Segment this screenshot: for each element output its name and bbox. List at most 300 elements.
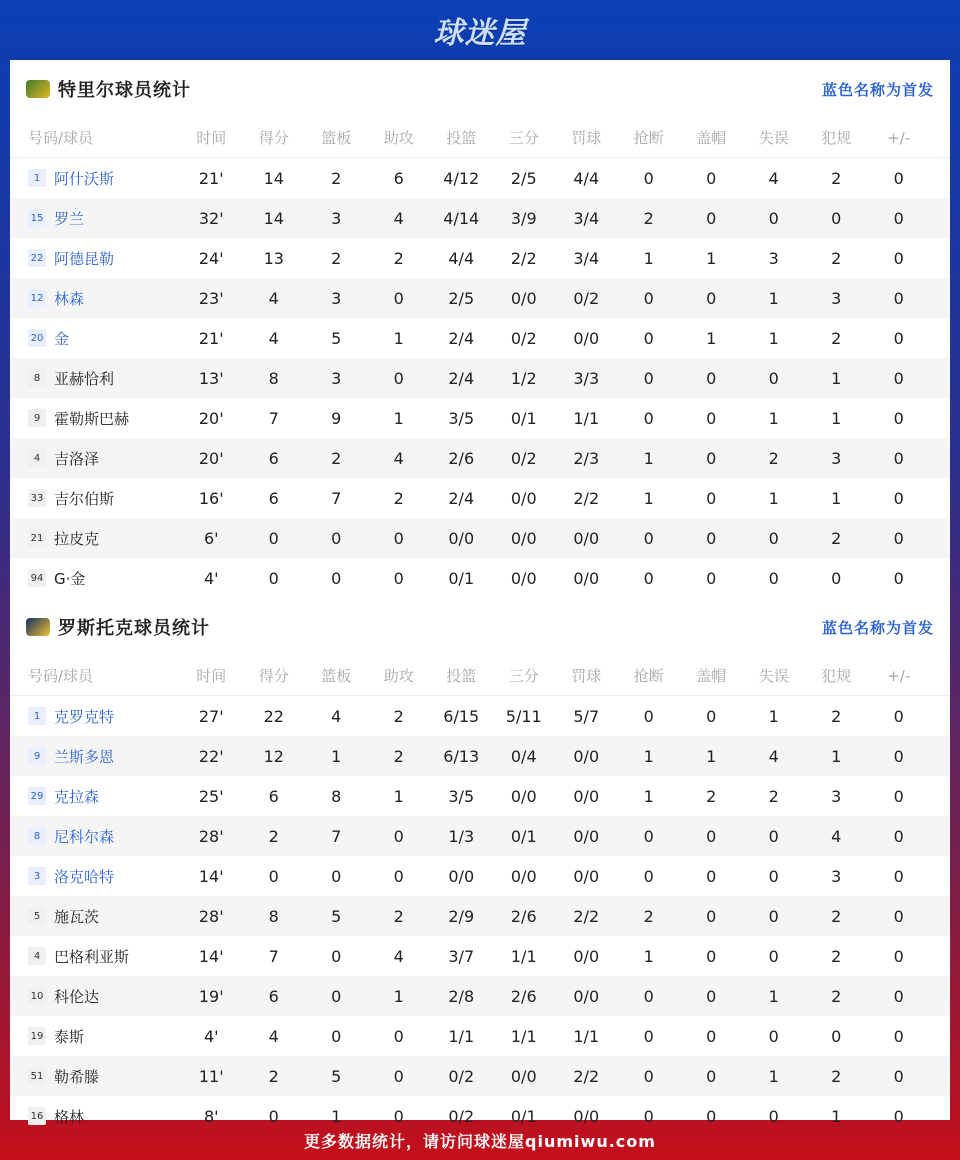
- stat-cell: 0/1: [510, 1106, 537, 1126]
- section-header: [10, 598, 950, 656]
- stat-cell: 0: [643, 568, 654, 588]
- table-row: [10, 696, 950, 736]
- stat-cell: 0: [706, 1026, 717, 1046]
- stat-cell: 0: [706, 866, 717, 886]
- stat-cell: 2: [831, 528, 842, 548]
- stat-cell: 3: [331, 288, 342, 308]
- column-header: 投篮: [446, 129, 477, 147]
- stat-cell: 0: [706, 368, 717, 388]
- stat-cell: 2: [768, 448, 779, 468]
- stat-cell: 1: [706, 746, 717, 766]
- stat-cell: 0/0: [510, 1066, 537, 1086]
- stat-cell: 1: [768, 1066, 779, 1086]
- stat-cell: 2/5: [448, 288, 475, 308]
- stat-cell: 0: [831, 208, 842, 228]
- stat-cell: 0: [706, 448, 717, 468]
- player-name[interactable]: 吉尔伯斯: [54, 489, 115, 508]
- stat-cell: 0: [893, 208, 904, 228]
- stat-cell: 0: [706, 568, 717, 588]
- stat-cell: 1: [831, 408, 842, 428]
- player-rows: [10, 158, 950, 598]
- stat-cell: 0: [268, 568, 279, 588]
- stat-cell: 4: [393, 208, 404, 228]
- stat-cell: 0: [768, 826, 779, 846]
- stat-cell: 2/9: [448, 906, 475, 926]
- stat-cell: 5: [331, 328, 342, 348]
- stat-cell: 4: [331, 706, 342, 726]
- stat-cell: 3/9: [510, 208, 537, 228]
- stat-cell: 0: [893, 288, 904, 308]
- stat-cell: 0/0: [573, 328, 600, 348]
- column-header: 犯规: [821, 667, 852, 685]
- stat-cell: 2: [393, 248, 404, 268]
- stat-cell: 5/7: [573, 706, 600, 726]
- stat-cell: 1: [706, 248, 717, 268]
- stat-cell: 0: [893, 946, 904, 966]
- team-title: 罗斯托克球员统计: [58, 618, 210, 639]
- stat-cell: 5/11: [505, 706, 542, 726]
- stat-cell: 0: [393, 1106, 404, 1126]
- stat-cell: 0: [393, 1026, 404, 1046]
- stat-cell: 3: [831, 866, 842, 886]
- stat-cell: 9: [331, 408, 342, 428]
- column-header: 助攻: [383, 129, 414, 147]
- stat-cell: 0: [893, 906, 904, 926]
- table-row: [10, 776, 950, 816]
- stat-cell: 0: [393, 368, 404, 388]
- stat-cell: 0: [706, 1106, 717, 1126]
- stat-cell: 0: [893, 746, 904, 766]
- stat-cell: 0: [768, 1026, 779, 1046]
- jersey-number: 8: [28, 827, 46, 845]
- footer-banner[interactable]: [0, 1120, 960, 1160]
- player-name[interactable]: 科伦达: [54, 987, 100, 1006]
- player-cell: [10, 488, 180, 509]
- column-header: 号码/球员: [28, 667, 94, 685]
- stat-cell: 2: [393, 706, 404, 726]
- table-row: [10, 896, 950, 936]
- stat-cell: 1: [393, 986, 404, 1006]
- stat-cell: 4': [203, 568, 219, 588]
- stat-cell: 2/4: [448, 488, 475, 508]
- stat-cell: 0/2: [573, 288, 600, 308]
- stat-cell: 2: [331, 168, 342, 188]
- stat-cell: 1: [768, 986, 779, 1006]
- stat-cell: 0: [831, 568, 842, 588]
- stat-cell: 7: [331, 488, 342, 508]
- stat-cell: 4: [268, 288, 279, 308]
- stat-cell: 2/2: [573, 1066, 600, 1086]
- player-cell: [10, 1066, 180, 1087]
- stat-cell: 0/0: [573, 986, 600, 1006]
- jersey-number: 8: [28, 369, 46, 387]
- stat-cell: 0: [331, 946, 342, 966]
- player-name[interactable]: 罗兰: [54, 209, 85, 228]
- stat-cell: 3/5: [448, 786, 475, 806]
- stat-cell: 20': [198, 448, 224, 468]
- stat-cell: 6: [268, 986, 279, 1006]
- stat-cell: 3: [831, 786, 842, 806]
- stat-cell: 0: [706, 906, 717, 926]
- stat-cell: 0: [893, 168, 904, 188]
- stat-cell: 0: [643, 986, 654, 1006]
- stat-cell: 0: [893, 826, 904, 846]
- player-name[interactable]: 霍勒斯巴赫: [54, 409, 130, 428]
- player-cell: [10, 906, 180, 927]
- stat-cell: 0: [393, 568, 404, 588]
- stat-cell: 0: [706, 288, 717, 308]
- stat-cell: 0: [393, 866, 404, 886]
- stat-cell: 0: [893, 1066, 904, 1086]
- stat-cell: 21': [198, 328, 224, 348]
- player-cell: [10, 448, 180, 469]
- jersey-number: 4: [28, 449, 46, 467]
- table-header: [10, 118, 950, 158]
- stat-cell: 19': [198, 986, 224, 1006]
- column-header: 犯规: [821, 129, 852, 147]
- stat-cell: 2: [268, 1066, 279, 1086]
- stat-cell: 2: [831, 1066, 842, 1086]
- jersey-number: 5: [28, 907, 46, 925]
- stat-cell: 0: [268, 1106, 279, 1126]
- column-header: 三分: [508, 129, 539, 147]
- table-row: [10, 976, 950, 1016]
- table-row: [10, 198, 950, 238]
- stat-cell: 0: [331, 1026, 342, 1046]
- stat-cell: 22: [263, 706, 284, 726]
- stat-cell: 4: [393, 946, 404, 966]
- stat-cell: 2: [268, 826, 279, 846]
- jersey-number: 29: [28, 787, 46, 805]
- stat-cell: 5: [331, 1066, 342, 1086]
- stat-cell: 1/1: [510, 946, 537, 966]
- stats-panel: [10, 60, 950, 1126]
- player-cell: [10, 248, 180, 269]
- jersey-number: 21: [28, 529, 46, 547]
- stat-cell: 2/2: [510, 248, 537, 268]
- stat-cell: 6: [268, 448, 279, 468]
- stat-cell: 2: [393, 746, 404, 766]
- stat-cell: 0/1: [510, 826, 537, 846]
- stat-cell: 25': [198, 786, 224, 806]
- section-header: [10, 60, 950, 118]
- stat-cell: 6: [268, 786, 279, 806]
- stat-cell: 8: [268, 368, 279, 388]
- stat-cell: 0: [643, 368, 654, 388]
- stat-cell: 0: [768, 946, 779, 966]
- stat-cell: 0: [893, 786, 904, 806]
- stat-cell: 0: [768, 568, 779, 588]
- stat-cell: 2/2: [573, 906, 600, 926]
- stat-cell: 3/4: [573, 208, 600, 228]
- stat-cell: 12: [263, 746, 284, 766]
- stat-cell: 0/0: [448, 528, 475, 548]
- stat-cell: 1: [393, 786, 404, 806]
- player-name[interactable]: 金: [54, 329, 70, 348]
- player-name[interactable]: 巴格利亚斯: [54, 947, 130, 966]
- stat-cell: 0: [643, 826, 654, 846]
- stat-cell: 4/4: [573, 168, 600, 188]
- stat-cell: 2: [831, 168, 842, 188]
- stat-cell: 0: [643, 1026, 654, 1046]
- stat-cell: 4/4: [448, 248, 475, 268]
- column-header: 号码/球员: [28, 129, 94, 147]
- stat-cell: 1: [831, 488, 842, 508]
- jersey-number: 1: [28, 169, 46, 187]
- stat-cell: 2/2: [573, 488, 600, 508]
- stat-cell: 0/2: [510, 328, 537, 348]
- stat-cell: 1/1: [573, 1026, 600, 1046]
- team-section-1: [10, 60, 950, 598]
- stat-cell: 0: [893, 488, 904, 508]
- player-name[interactable]: 尼科尔森: [54, 827, 115, 846]
- stat-cell: 20': [198, 408, 224, 428]
- stat-cell: 2: [331, 448, 342, 468]
- stat-cell: 1: [643, 448, 654, 468]
- stat-cell: 13: [263, 248, 284, 268]
- stat-cell: 0: [643, 288, 654, 308]
- stat-cell: 2/8: [448, 986, 475, 1006]
- stat-cell: 2: [643, 906, 654, 926]
- player-cell: [10, 528, 180, 549]
- stat-cell: 1/3: [448, 826, 475, 846]
- stat-cell: 0: [643, 706, 654, 726]
- stat-cell: 2/4: [448, 368, 475, 388]
- stat-cell: 5: [331, 906, 342, 926]
- stat-cell: 8: [268, 906, 279, 926]
- column-header: 三分: [508, 667, 539, 685]
- table-row: [10, 736, 950, 776]
- table-row: [10, 558, 950, 598]
- stat-cell: 4: [268, 328, 279, 348]
- stat-cell: 6/13: [443, 746, 480, 766]
- player-cell: [10, 1026, 180, 1047]
- stat-cell: 0/0: [573, 1106, 600, 1126]
- table-row: [10, 936, 950, 976]
- stat-cell: 23': [198, 288, 224, 308]
- column-header: 助攻: [383, 667, 414, 685]
- stat-cell: 0: [706, 1066, 717, 1086]
- stat-cell: 2: [831, 248, 842, 268]
- stat-cell: 0/0: [573, 946, 600, 966]
- stat-cell: 0: [706, 408, 717, 428]
- stat-cell: 0: [706, 946, 717, 966]
- stat-cell: 1: [643, 488, 654, 508]
- stat-cell: 1: [768, 288, 779, 308]
- stat-cell: 0: [331, 866, 342, 886]
- player-cell: [10, 986, 180, 1007]
- stat-cell: 0/2: [448, 1106, 475, 1126]
- stat-cell: 0/0: [573, 786, 600, 806]
- column-header: 盖帽: [696, 129, 727, 147]
- stat-cell: 2: [831, 906, 842, 926]
- stat-cell: 16': [198, 488, 224, 508]
- player-cell: [10, 826, 180, 847]
- player-cell: [10, 368, 180, 389]
- table-row: [10, 1016, 950, 1056]
- stat-cell: 1: [768, 706, 779, 726]
- stat-cell: 2/6: [510, 906, 537, 926]
- stat-cell: 6: [393, 168, 404, 188]
- team-section-2: [10, 598, 950, 1136]
- stat-cell: 2/3: [573, 448, 600, 468]
- stat-cell: 0: [893, 706, 904, 726]
- stat-cell: 6: [268, 488, 279, 508]
- stat-cell: 0: [893, 368, 904, 388]
- player-cell: [10, 328, 180, 349]
- starter-note: 蓝色名称为首发: [821, 80, 934, 99]
- stat-cell: 7: [268, 946, 279, 966]
- stat-cell: 2/6: [510, 986, 537, 1006]
- player-name[interactable]: 拉皮克: [54, 529, 100, 548]
- player-name[interactable]: 阿德昆勒: [54, 249, 115, 268]
- player-name[interactable]: 阿什沃斯: [54, 169, 115, 188]
- jersey-number: 33: [28, 489, 46, 507]
- stat-cell: 0/0: [510, 528, 537, 548]
- player-name[interactable]: 兰斯多恩: [54, 747, 115, 766]
- player-cell: [10, 168, 180, 189]
- stat-cell: 0: [768, 368, 779, 388]
- stat-cell: 0: [893, 866, 904, 886]
- stat-cell: 4': [203, 1026, 219, 1046]
- table-row: [10, 398, 950, 438]
- table-row: [10, 518, 950, 558]
- stat-cell: 2: [331, 248, 342, 268]
- column-header: 罚球: [571, 667, 602, 685]
- player-name[interactable]: 克罗克特: [54, 707, 115, 726]
- player-cell: [10, 946, 180, 967]
- stat-cell: 14': [198, 866, 224, 886]
- stat-cell: 0: [893, 1106, 904, 1126]
- stat-cell: 0: [893, 328, 904, 348]
- stat-cell: 2: [831, 706, 842, 726]
- jersey-number: 19: [28, 1027, 46, 1045]
- stat-cell: 0: [706, 986, 717, 1006]
- team-logo-icon: [26, 618, 50, 636]
- team-title: 特里尔球员统计: [58, 80, 191, 101]
- stat-cell: 3: [831, 288, 842, 308]
- player-cell: [10, 208, 180, 229]
- column-header: 篮板: [321, 667, 352, 685]
- player-name[interactable]: 泰斯: [54, 1027, 85, 1046]
- column-header: 篮板: [321, 129, 352, 147]
- stat-cell: 0: [268, 528, 279, 548]
- stat-cell: 1/1: [448, 1026, 475, 1046]
- table-row: [10, 318, 950, 358]
- jersey-number: 12: [28, 289, 46, 307]
- stat-cell: 1/1: [573, 408, 600, 428]
- jersey-number: 16: [28, 1107, 46, 1125]
- stat-cell: 0/1: [510, 408, 537, 428]
- player-name[interactable]: 克拉森: [54, 787, 100, 806]
- stat-cell: 7: [331, 826, 342, 846]
- footer-text[interactable]: 更多数据统计，请访问球迷屋qiumiwu.com: [304, 1131, 656, 1151]
- table-row: [10, 238, 950, 278]
- jersey-number: 20: [28, 329, 46, 347]
- stat-cell: 1: [831, 746, 842, 766]
- stat-cell: 1: [706, 328, 717, 348]
- stat-cell: 2: [643, 208, 654, 228]
- stat-cell: 4: [768, 746, 779, 766]
- stat-cell: 0/0: [510, 866, 537, 886]
- column-header: 失误: [758, 129, 789, 147]
- stat-cell: 0/1: [448, 568, 475, 588]
- stat-cell: 14: [263, 208, 284, 228]
- stat-cell: 0: [643, 328, 654, 348]
- jersey-number: 3: [28, 867, 46, 885]
- stat-cell: 1: [393, 328, 404, 348]
- stat-cell: 11': [198, 1066, 224, 1086]
- stat-cell: 1/2: [510, 368, 537, 388]
- stat-cell: 28': [198, 826, 224, 846]
- player-rows: [10, 696, 950, 1136]
- column-header: 得分: [258, 667, 289, 685]
- player-name[interactable]: 吉洛泽: [54, 449, 100, 468]
- stat-cell: 4/12: [443, 168, 480, 188]
- stat-cell: 3/4: [573, 248, 600, 268]
- stat-cell: 8': [203, 1106, 219, 1126]
- player-name[interactable]: 施瓦茨: [54, 907, 100, 926]
- table-row: [10, 1056, 950, 1096]
- stat-cell: 4/14: [443, 208, 480, 228]
- stat-cell: 3/7: [448, 946, 475, 966]
- stat-cell: 0: [331, 568, 342, 588]
- stat-cell: 1: [831, 1106, 842, 1126]
- stat-cell: 0: [768, 1106, 779, 1126]
- column-header: 罚球: [571, 129, 602, 147]
- player-name[interactable]: 勒希滕: [54, 1067, 100, 1086]
- stat-cell: 1: [393, 408, 404, 428]
- stat-cell: 0: [706, 488, 717, 508]
- player-name[interactable]: 林森: [54, 289, 85, 308]
- stat-cell: 7: [268, 408, 279, 428]
- stat-cell: 1: [768, 408, 779, 428]
- site-logo[interactable]: 球迷屋: [433, 16, 527, 51]
- stat-cell: 4: [393, 448, 404, 468]
- stat-cell: 0: [643, 866, 654, 886]
- table-row: [10, 856, 950, 896]
- player-cell: [10, 866, 180, 887]
- stat-cell: 32': [198, 208, 224, 228]
- stat-cell: 3/5: [448, 408, 475, 428]
- stat-cell: 1: [331, 1106, 342, 1126]
- stat-cell: 0: [331, 528, 342, 548]
- player-name[interactable]: 洛克哈特: [54, 867, 115, 886]
- stat-cell: 2: [393, 488, 404, 508]
- stat-cell: 0/2: [510, 448, 537, 468]
- stat-cell: 0: [706, 208, 717, 228]
- stat-cell: 0: [268, 866, 279, 886]
- player-name[interactable]: G·金: [54, 569, 86, 588]
- stat-cell: 6/15: [443, 706, 480, 726]
- stat-cell: 0/2: [448, 1066, 475, 1086]
- column-header: +/-: [887, 666, 911, 685]
- column-header: 盖帽: [696, 667, 727, 685]
- stat-cell: 2: [831, 986, 842, 1006]
- stat-cell: 0/0: [573, 746, 600, 766]
- stat-cell: 0: [893, 408, 904, 428]
- column-header: 得分: [258, 129, 289, 147]
- table-row: [10, 278, 950, 318]
- stat-cell: 1: [768, 488, 779, 508]
- player-name[interactable]: 亚赫恰利: [54, 369, 115, 388]
- player-cell: [10, 746, 180, 767]
- table-row: [10, 478, 950, 518]
- player-name[interactable]: 格林: [54, 1107, 85, 1126]
- stat-cell: 0: [893, 986, 904, 1006]
- stat-cell: 2/4: [448, 328, 475, 348]
- stat-cell: 0: [393, 826, 404, 846]
